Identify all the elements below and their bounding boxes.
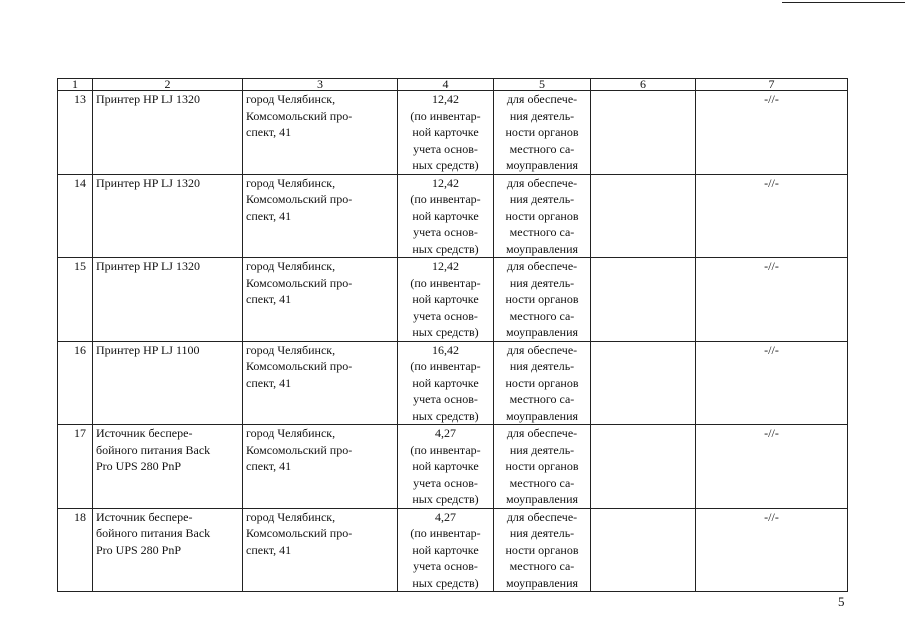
table-cell-n: 15	[58, 258, 93, 342]
table-cell-c6	[591, 341, 696, 425]
header-row	[58, 79, 848, 91]
table-cell-c7: -//-	[696, 91, 848, 175]
col-header: 1	[58, 79, 93, 91]
col-header: 6	[591, 79, 696, 91]
col-header: 5	[494, 79, 591, 91]
table-cell-purpose: для обеспече- ния деятель- ности органов местного са- моуправления	[494, 508, 591, 592]
table-cell-val: 12,42 (по инвентар- ной карточке учета основ- ных средств)	[398, 91, 494, 175]
table-cell-purpose: для обеспече- ния деятель- ности органов местного са- моуправления	[494, 258, 591, 342]
table-cell-name: Принтер HP LJ 1320	[93, 91, 243, 175]
table-cell-c7: -//-	[696, 174, 848, 258]
table-cell-addr: город Челябинск, Комсомольский про- спект, 41	[243, 508, 398, 592]
table-cell-purpose: для обеспече- ния деятель- ности органов местного са- моуправления	[494, 425, 591, 509]
table-cell-c6	[591, 174, 696, 258]
table-cell-c6	[591, 258, 696, 342]
col-header: 3	[243, 79, 398, 91]
table-cell-c6	[591, 508, 696, 592]
table-cell-addr: город Челябинск, Комсомольский про- спект, 41	[243, 91, 398, 175]
col-header: 4	[398, 79, 494, 91]
table-cell-name: Принтер HP LJ 1100	[93, 341, 243, 425]
table-cell-c7: -//-	[696, 341, 848, 425]
table-row	[58, 174, 848, 258]
table-cell-c6	[591, 425, 696, 509]
table-cell-c7: -//-	[696, 508, 848, 592]
table-cell-val: 12,42 (по инвентар- ной карточке учета основ- ных средств)	[398, 174, 494, 258]
table-cell-val: 4,27 (по инвентар- ной карточке учета основ- ных средств)	[398, 425, 494, 509]
table-cell-name: Принтер HP LJ 1320	[93, 174, 243, 258]
table-cell-addr: город Челябинск, Комсомольский про- спект, 41	[243, 341, 398, 425]
table-cell-val: 4,27 (по инвентар- ной карточке учета основ- ных средств)	[398, 508, 494, 592]
table-row	[58, 341, 848, 425]
table-cell-val: 12,42 (по инвентар- ной карточке учета основ- ных средств)	[398, 258, 494, 342]
top-rule	[782, 2, 905, 3]
table-cell-name: Источник беспере- бойного питания Back Pro UPS 280 PnP	[93, 508, 243, 592]
table-cell-c7: -//-	[696, 258, 848, 342]
table-row	[58, 508, 848, 592]
table-row	[58, 91, 848, 175]
table-cell-n: 13	[58, 91, 93, 175]
table-row	[58, 258, 848, 342]
col-header: 2	[93, 79, 243, 91]
table-cell-addr: город Челябинск, Комсомольский про- спект, 41	[243, 425, 398, 509]
property-table	[57, 78, 848, 592]
col-header: 7	[696, 79, 848, 91]
table-cell-purpose: для обеспече- ния деятель- ности органов местного са- моуправления	[494, 341, 591, 425]
page-number: 5	[838, 594, 845, 609]
table-cell-n: 18	[58, 508, 93, 592]
table-row	[58, 425, 848, 509]
table-cell-c6	[591, 91, 696, 175]
table-cell-n: 16	[58, 341, 93, 425]
table-cell-val: 16,42 (по инвентар- ной карточке учета основ- ных средств)	[398, 341, 494, 425]
table-cell-n: 17	[58, 425, 93, 509]
table-cell-c7: -//-	[696, 425, 848, 509]
table-cell-addr: город Челябинск, Комсомольский про- спект, 41	[243, 174, 398, 258]
table-cell-name: Источник беспере- бойного питания Back Pro UPS 280 PnP	[93, 425, 243, 509]
table-cell-addr: город Челябинск, Комсомольский про- спект, 41	[243, 258, 398, 342]
table-cell-purpose: для обеспече- ния деятель- ности органов местного са- моуправления	[494, 174, 591, 258]
table-cell-n: 14	[58, 174, 93, 258]
table-cell-purpose: для обеспече- ния деятель- ности органов местного са- моуправления	[494, 91, 591, 175]
table-cell-name: Принтер HP LJ 1320	[93, 258, 243, 342]
